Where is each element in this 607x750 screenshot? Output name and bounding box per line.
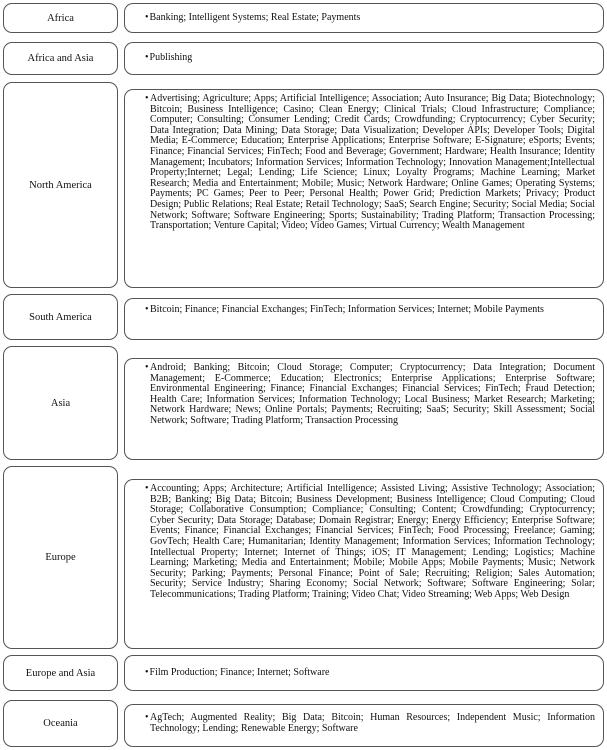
region-cell [3,294,118,340]
topics-cell [124,298,604,340]
region-label: South America [29,311,92,323]
bullet-icon: • [145,52,149,64]
topics-cell [124,42,604,75]
bullet-icon: • [145,93,149,104]
bullet-icon: • [145,11,149,23]
table-row [0,0,607,36]
region-cell [3,700,118,747]
region-cell [3,466,118,649]
region-label: Europe and Asia [25,667,96,679]
topics-cell [124,358,604,460]
region-cell [3,346,118,460]
bullet-icon: • [145,712,149,723]
region-label: Oceania [43,718,78,729]
table-row [0,654,607,692]
bullet-icon: • [145,666,149,678]
table-row [0,40,607,76]
table-row [0,346,607,460]
bullet-icon: • [145,483,149,494]
table-row [0,82,607,288]
region-label: Africa and Asia [27,53,94,64]
topics-cell [124,89,604,288]
table-row [0,466,607,650]
topics-text: Publishing [149,52,193,64]
region-label: North America [29,179,92,191]
region-label: Asia [50,397,71,409]
table-row [0,294,607,342]
topics-cell [124,479,604,649]
topics-cell [124,655,604,691]
table-row [0,698,607,750]
region-label: Europe [45,552,76,563]
region-cell [3,42,118,75]
topics-cell [124,704,604,747]
bullet-icon: • [145,362,149,373]
region-label: Africa [47,12,74,24]
topics-text: Accounting; Apps; Architecture; Artificial Intelligence; Assisted Living; Assistive Technology; Association; B2B; Banking; Big Data; Bitcoin; Business Development; Business Intelligence; Cloud Computing; Cloud Storage; Collaborative Consumption; Compliance; Consulting; Content; Crowdfunding; Cryptocurrency; Cyber Security; Data Storage; Database; Domain Registrar; Energy; Energy Efficiency; Enterprise Software; Events; Finance; Financial Exchanges; Financial Services; FinTech; Food Processing; Freelance; Gaming; GovTech; Health Care; Humanitarian; Identity Management; Information Services; Information Technology; Intellectual Property; Internet; Internet of Things; iOS; IT Management; Lending; Logistics; Machine Learning; Marketing; Media and Entertainment; Mobile; Mobile Apps; Mobile Payments; Music; Network Security; Parking; Payments; Personal Finance; Point of Sale; Recruiting; Religion; Sales Automation; Security; Service Industry; Sharing Economy; Social Network; Software; Software Engineering; Solar; Telecommunications; Trading Platform; Training; Video Chat; Video Streaming; Web Apps; Web Design [150,483,595,600]
topics-text: Film Production; Finance; Internet; Software [149,666,330,678]
region-cell [3,655,118,691]
topics-text: Bitcoin; Finance; Financial Exchanges; FinTech; Information Services; Internet; Mobile Payments [150,304,544,315]
topics-text: Advertising; Agriculture; Apps; Artificial Intelligence; Association; Auto Insurance; Big Data; Biotechnology; Bitcoin; Business Intelligence; Casino; Clean Energy; Clinical Trials; Cloud Infrastructure; Compliance; Computer; Consulting; Consumer Lending; Credit Cards; Crowdfunding; Cryptocurrency; Cyber Security; Data Integration; Data Mining; Data Storage; Data Visualization; Developer APIs; Developer Tools; Digital Media; E-Commerce; Education; Enterprise Applications; Enterprise Software; E-Signature; eSports; Events; Finance; Financial Services; FinTech; Food and Beverage; Government; Hardware; Health Insurance; Identity Management; Incubators; Information Services; Information Technology; Innovation Management;Intellectual Property;Internet; Legal; Lending; Life Science; Linux; Loyalty Programs; Machine Learning; Market Research; Media and Entertainment; Mobile; Music; Network Hardware; Online Games; Operating Systems; Payments; PC Games; Peer to Peer; Personal Health; Power Grid; Prediction Markets; Privacy; Product Design; Public Relations; Real Estate; Retail Technology; SaaS; Search Engine; Security; Social Media; Social Network; Software; Software Engineering; Sports; Sustainability; Trading Platform; Transaction Processing; Transportation; Venture Capital; Video; Video Games; Virtual Currency; Wealth Management [150,93,595,232]
topics-cell [124,3,604,33]
topics-text: Banking; Intelligent Systems; Real Estate; Payments [149,11,361,23]
bullet-icon: • [145,304,149,315]
region-cell [3,3,118,33]
topics-text: AgTech; Augmented Reality; Big Data; Bitcoin; Human Resources; Independent Music; Information Technology; Lending; Renewable Energy; Software [150,712,595,734]
topics-text: Android; Banking; Bitcoin; Cloud Storage; Computer; Cryptocurrency; Data Integration; Document Management; E-Commerce; Education; Electronics; Enterprise Applications; Enterprise Software; Environmental Engineering; Finance; Financial Exchanges; Financial Services; FinTech; Fraud Detection; Health Care; Information Services; Information Technology; Local Business; Market Research; Marketing; Network Hardware; News; Online Portals; Payments; Recruiting; SaaS; Security; Skill Assessment; Social Network; Software; Trading Platform; Transaction Processing [150,362,595,426]
region-cell [3,82,118,288]
